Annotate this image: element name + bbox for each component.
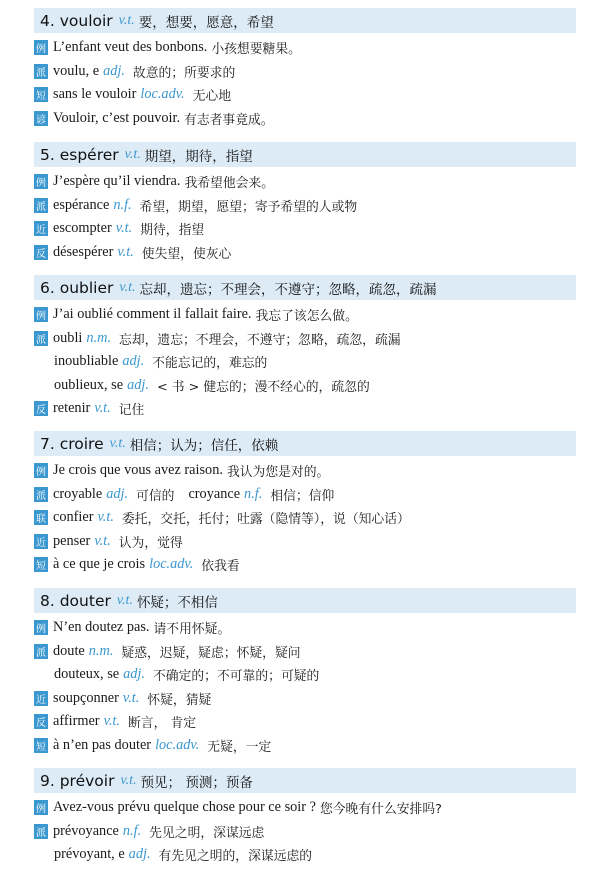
french-text: N’en doutez pas. [53, 619, 150, 636]
french-text: à ce que je crois [53, 556, 146, 573]
chinese-translation: 使失望，使灰心 [141, 246, 232, 262]
definition: 要，想要，愿意，希望 [138, 14, 274, 31]
definition: 怀疑；不相信 [136, 594, 218, 611]
part-of-speech: v.t. [115, 220, 133, 237]
chinese-translation: 您今晚有什么安排吗? [319, 802, 442, 818]
french-text: J’ai oublié comment il fallait faire. [53, 306, 252, 323]
headword: 7. croire [40, 434, 104, 453]
chinese-translation: 记住 [118, 403, 145, 419]
part-of-speech: adj. [103, 62, 125, 79]
part-of-speech: v.t. [124, 146, 141, 162]
example-tag: 例 [34, 620, 48, 635]
headword: 8. douter [40, 591, 111, 610]
french-text: Vouloir, c’est pouvoir. [53, 109, 181, 126]
headword: 5. espérer [40, 145, 119, 164]
definition: 忘却，遗忘；不理会，不遵守；忽略，疏忽，疏漏 [139, 281, 437, 298]
french-text: à n’en pas douter [53, 736, 152, 753]
chinese-translation: 认为，觉得 [118, 535, 183, 551]
part-of-speech: adj. [106, 485, 129, 502]
entry-lines [34, 170, 576, 264]
antonym-tag: 反 [34, 401, 48, 416]
antonym-tag: 反 [34, 245, 48, 260]
chinese-translation: 断言， 肯定 [127, 716, 197, 732]
entry-croire [34, 431, 576, 577]
example-tag: 例 [34, 307, 48, 322]
chinese-translation: 疑惑，迟疑，疑虑；怀疑，疑问 [121, 645, 301, 661]
synonym-tag: 近 [34, 534, 48, 549]
french-text: penser [53, 532, 91, 549]
entry-lines [34, 616, 576, 757]
derived-tag: 派 [34, 824, 48, 839]
part-of-speech: v.t. [94, 532, 111, 549]
derived-tag: 派 [34, 331, 48, 346]
entry-line [34, 459, 576, 483]
entry-douter [34, 588, 576, 757]
chinese-translation: 相信；信仰 [270, 488, 335, 504]
chinese-translation: 希望，期望，愿望；寄予希望的人或物 [139, 199, 358, 215]
entry-line [34, 553, 576, 577]
part-of-speech: loc.adv. [140, 86, 185, 103]
french-text: doute [53, 642, 85, 659]
entry-line [34, 303, 576, 327]
derived-tag: 派 [34, 198, 48, 213]
chinese-translation: 我忘了该怎么做。 [255, 309, 358, 325]
part-of-speech: v.t. [116, 592, 133, 608]
french-text: retenir [53, 400, 91, 417]
entry-line [34, 83, 576, 107]
headword: 4. vouloir [40, 11, 113, 30]
phrase-tag: 短 [34, 738, 48, 753]
part-of-speech: n.f. [113, 196, 132, 213]
entry-line [34, 217, 576, 241]
entry-header [34, 275, 576, 300]
part-of-speech: loc.adv. [155, 736, 200, 753]
phrase-tag: 短 [34, 87, 48, 102]
chinese-translation: 先见之明，深谋远虑 [149, 825, 265, 841]
derived-tag: 派 [34, 644, 48, 659]
derived-tag: 派 [34, 64, 48, 79]
example-tag: 例 [34, 463, 48, 478]
chinese-translation: 期待，指望 [140, 223, 205, 239]
entry-esperer [34, 142, 576, 264]
entry-lines [34, 36, 576, 130]
related-tag: 联 [34, 510, 48, 525]
chinese-translation: 请不用怀疑。 [153, 622, 231, 638]
french-text: Je crois que vous avez raison. [53, 462, 223, 479]
chinese-translation: 我希望他会来。 [184, 176, 275, 192]
entry-line [34, 327, 576, 351]
part-of-speech: adj. [123, 666, 145, 683]
entry-lines [34, 459, 576, 577]
entry-line [34, 616, 576, 640]
part-of-speech: v.t. [94, 400, 111, 417]
entry-line [34, 397, 576, 421]
chinese-translation: 忘却，遗忘；不理会，不遵守；忽略，疏忽，疏漏 [119, 332, 401, 348]
entry-line [34, 820, 576, 844]
chinese-translation: 委托，交托，托付；吐露（隐情等），说（知心话） [121, 512, 410, 528]
chinese-translation: 无疑，一定 [207, 739, 272, 755]
french-text: inoubliable [54, 353, 119, 370]
chinese-translation: 无心地 [192, 89, 231, 105]
french-text: escompter [53, 220, 112, 237]
french-text: oublieux, se [54, 376, 124, 393]
phrase-tag: 短 [34, 557, 48, 572]
headword: 9. prévoir [40, 771, 115, 790]
entry-line [34, 350, 576, 374]
chinese-translation: 有志者事竟成。 [184, 112, 274, 128]
part-of-speech: adj. [122, 353, 145, 370]
entry-vouloir [34, 8, 576, 130]
entry-line [34, 640, 576, 664]
entry-line [34, 194, 576, 218]
part-of-speech: n.f. [244, 485, 263, 502]
part-of-speech: n.f. [122, 822, 142, 839]
part-of-speech: n.m. [86, 329, 112, 346]
part-of-speech: v.t. [103, 713, 120, 730]
part-of-speech: adj. [127, 376, 149, 393]
entry-header [34, 768, 576, 793]
french-text: oubli [53, 329, 83, 346]
definition: 期望，期待，指望 [144, 148, 253, 165]
part-of-speech: v.t. [119, 279, 136, 295]
french-text: soupçonner [53, 689, 119, 706]
entry-line [34, 843, 576, 867]
headword: 6. oublier [40, 278, 114, 297]
part-of-speech: v.t. [118, 12, 135, 28]
chinese-translation: 依我看 [201, 559, 240, 575]
entry-line [34, 60, 576, 84]
synonym-tag: 近 [34, 221, 48, 236]
entry-line [34, 170, 576, 194]
part-of-speech: v.t. [117, 243, 134, 260]
example-tag: 例 [34, 40, 48, 55]
antonym-tag: 反 [34, 714, 48, 729]
french-text: confier [53, 509, 94, 526]
part-of-speech: v.t. [109, 435, 126, 451]
part-of-speech: v.t. [120, 772, 137, 788]
chinese-translation: 可信的 [136, 488, 175, 504]
entry-line [34, 374, 576, 398]
french-text: J’espère qu’il viendra. [53, 173, 181, 190]
part-of-speech: adj. [128, 846, 151, 863]
example-tag: 例 [34, 800, 48, 815]
synonym-tag: 近 [34, 691, 48, 706]
french-text: voulu, e [53, 62, 100, 79]
entry-line [34, 796, 576, 820]
entry-line [34, 734, 576, 758]
entry-oublier [34, 275, 576, 421]
definition: 预见； 预测；预备 [140, 774, 253, 791]
entry-line [34, 107, 576, 131]
derived-tag: 派 [34, 487, 48, 502]
part-of-speech: n.m. [88, 642, 114, 659]
definition: 相信；认为；信任，依赖 [129, 437, 279, 454]
part-of-speech: loc.adv. [149, 556, 194, 573]
chinese-translation: 故意的；所要求的 [132, 65, 236, 81]
entry-line [34, 530, 576, 554]
french-text: croyable [53, 485, 103, 502]
entry-prevoir [34, 768, 576, 867]
french-text: Avez-vous prévu quelque chose pour ce soir ? [53, 799, 316, 816]
proverb-tag: 谚 [34, 111, 48, 126]
chinese-translation: 我认为您是对的。 [226, 465, 330, 481]
french-text: L’enfant veut des bonbons. [53, 39, 208, 56]
entry-line [34, 36, 576, 60]
french-text: affirmer [53, 713, 100, 730]
french-text: prévoyance [53, 822, 119, 839]
entry-lines [34, 303, 576, 421]
chinese-translation: 不确定的；不可靠的；可疑的 [152, 669, 320, 685]
entry-lines [34, 796, 576, 867]
chinese-translation: 小孩想要糖果。 [211, 42, 301, 58]
entry-header [34, 8, 576, 33]
entry-header [34, 431, 576, 456]
entry-line [34, 663, 576, 687]
entry-line [34, 241, 576, 265]
french-text: désespérer [53, 243, 114, 260]
entry-header [34, 142, 576, 167]
example-tag: 例 [34, 174, 48, 189]
chinese-translation: < 书 > 健忘的；漫不经心的，疏忽的 [156, 379, 370, 395]
entry-line [34, 710, 576, 734]
french-text: croyance [188, 485, 241, 502]
french-text: sans le vouloir [53, 86, 137, 103]
part-of-speech: v.t. [97, 509, 114, 526]
chinese-translation: 怀疑，猜疑 [147, 692, 212, 708]
entry-line [34, 483, 576, 507]
french-text: espérance [53, 196, 110, 213]
french-text: prévoyant, e [54, 846, 125, 863]
entry-line [34, 687, 576, 711]
entry-line [34, 506, 576, 530]
chinese-translation: 有先见之明的，深谋远虑的 [158, 849, 313, 865]
entry-header [34, 588, 576, 613]
french-text: douteux, se [54, 666, 120, 683]
part-of-speech: v.t. [122, 689, 140, 706]
chinese-translation: 不能忘记的，难忘的 [152, 356, 268, 372]
